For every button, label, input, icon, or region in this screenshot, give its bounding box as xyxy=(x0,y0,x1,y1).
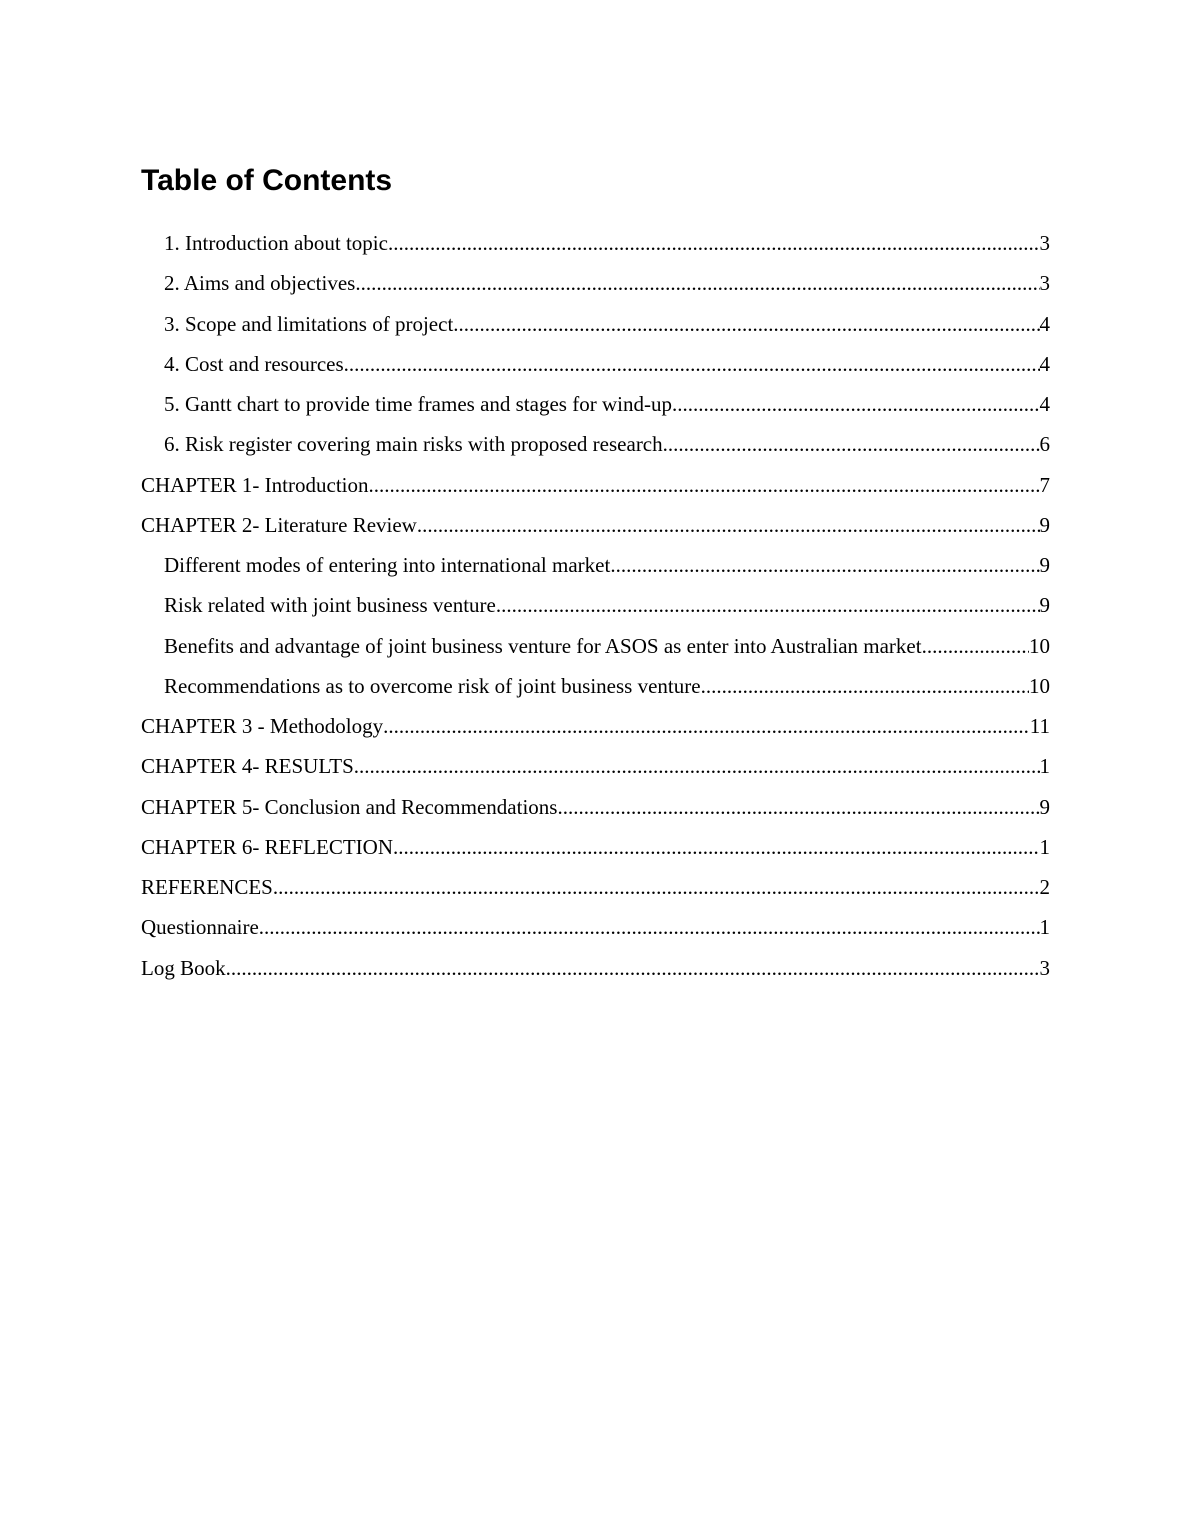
toc-dot-leader xyxy=(610,545,1039,585)
toc-entry-text: 3. Scope and limitations of project xyxy=(164,311,454,336)
toc-entry-text: CHAPTER 4- RESULTS xyxy=(141,754,354,779)
toc-entry[interactable] xyxy=(141,907,1050,947)
toc-entry-text: 5. Gantt chart to provide time frames and stages for wind-up xyxy=(164,392,672,416)
toc-dot-leader xyxy=(922,626,1029,666)
toc-dot-leader xyxy=(417,505,1040,545)
toc-entry-text: 2. Aims and objectives xyxy=(164,271,356,296)
toc-dot-leader xyxy=(273,867,1040,907)
toc-dot-leader xyxy=(383,706,1030,746)
toc-entry-text: REFERENCES xyxy=(141,875,273,899)
toc-entry[interactable] xyxy=(141,827,1050,867)
toc-entry-text: 4. Cost and resources xyxy=(164,351,344,376)
toc-entry-text: 1. Introduction about topic xyxy=(164,231,388,255)
toc-dot-leader xyxy=(344,344,1040,384)
toc-entry-page: 4 xyxy=(1039,351,1050,376)
toc-entry-page: 10 xyxy=(1029,673,1050,698)
toc-entry[interactable] xyxy=(141,505,1050,545)
toc-entry-text: Recommendations as to overcome risk of joint business venture xyxy=(164,673,701,698)
toc-entry-page: 1 xyxy=(1039,834,1050,859)
toc-dot-leader xyxy=(453,304,1039,344)
toc-entry-page: 9 xyxy=(1039,553,1050,577)
toc-entry-text: Questionnaire xyxy=(141,915,259,940)
toc-dot-leader xyxy=(259,907,1040,947)
toc-entry-page: 4 xyxy=(1039,311,1050,336)
toc-entry[interactable] xyxy=(141,465,1050,505)
toc-entry[interactable] xyxy=(141,948,1050,988)
toc-entry-text: Different modes of entering into international market xyxy=(164,553,611,577)
toc-entry-text: CHAPTER 6- REFLECTION xyxy=(141,834,393,859)
toc-dot-leader xyxy=(496,585,1040,625)
toc-entry-text: CHAPTER 1- Introduction xyxy=(141,472,369,497)
toc-entry-text: Log Book xyxy=(141,955,226,980)
toc-dot-leader xyxy=(354,746,1040,786)
toc-dot-leader xyxy=(663,424,1040,464)
toc-dot-leader xyxy=(226,948,1040,988)
toc-dot-leader xyxy=(368,465,1039,505)
toc-entry[interactable] xyxy=(141,263,1050,303)
toc-entry[interactable] xyxy=(141,706,1050,746)
toc-entry-page: 3 xyxy=(1039,955,1050,980)
toc-entry-page: 9 xyxy=(1039,794,1050,819)
toc-entry[interactable] xyxy=(141,787,1050,827)
toc-entry-text: CHAPTER 2- Literature Review xyxy=(141,512,417,537)
toc-list xyxy=(141,223,1050,988)
toc-entry[interactable] xyxy=(141,344,1050,384)
toc-entry[interactable] xyxy=(141,384,1050,424)
toc-dot-leader xyxy=(701,666,1029,706)
toc-entry-text: CHAPTER 5- Conclusion and Recommendations xyxy=(141,794,558,819)
toc-entry-text: CHAPTER 3 - Methodology xyxy=(141,714,384,738)
toc-entry[interactable] xyxy=(141,585,1050,625)
toc-dot-leader xyxy=(393,827,1040,867)
toc-entry-text: Risk related with joint business venture xyxy=(164,593,496,618)
toc-entry-text: Benefits and advantage of joint business venture for ASOS as enter into Australian market xyxy=(164,633,922,658)
toc-entry-page: 6 xyxy=(1039,432,1050,457)
toc-entry-page: 3 xyxy=(1039,231,1050,255)
toc-entry-page: 11 xyxy=(1029,714,1050,738)
toc-entry-page: 9 xyxy=(1039,593,1050,618)
toc-entry-text: 6. Risk register covering main risks with proposed research xyxy=(164,432,663,457)
toc-entry[interactable] xyxy=(141,304,1050,344)
toc-dot-leader xyxy=(355,263,1039,303)
toc-entry[interactable] xyxy=(141,424,1050,464)
toc-entry-page: 9 xyxy=(1039,512,1050,537)
toc-entry[interactable] xyxy=(141,223,1050,263)
toc-entry[interactable] xyxy=(141,626,1050,666)
toc-entry[interactable] xyxy=(141,867,1050,907)
toc-dot-leader xyxy=(388,223,1040,263)
toc-entry-page: 4 xyxy=(1039,392,1050,416)
toc-entry-page: 1 xyxy=(1039,915,1050,940)
toc-entry[interactable] xyxy=(141,545,1050,585)
toc-title: Table of Contents xyxy=(141,164,393,197)
toc-entry[interactable] xyxy=(141,746,1050,786)
toc-entry-page: 10 xyxy=(1029,633,1050,658)
toc-dot-leader xyxy=(557,787,1039,827)
toc-entry[interactable] xyxy=(141,666,1050,706)
toc-entry-page: 7 xyxy=(1039,472,1050,497)
toc-entry-page: 3 xyxy=(1039,271,1050,296)
toc-entry-page: 1 xyxy=(1039,754,1050,779)
toc-dot-leader xyxy=(672,384,1040,424)
toc-entry-page: 2 xyxy=(1039,875,1050,899)
